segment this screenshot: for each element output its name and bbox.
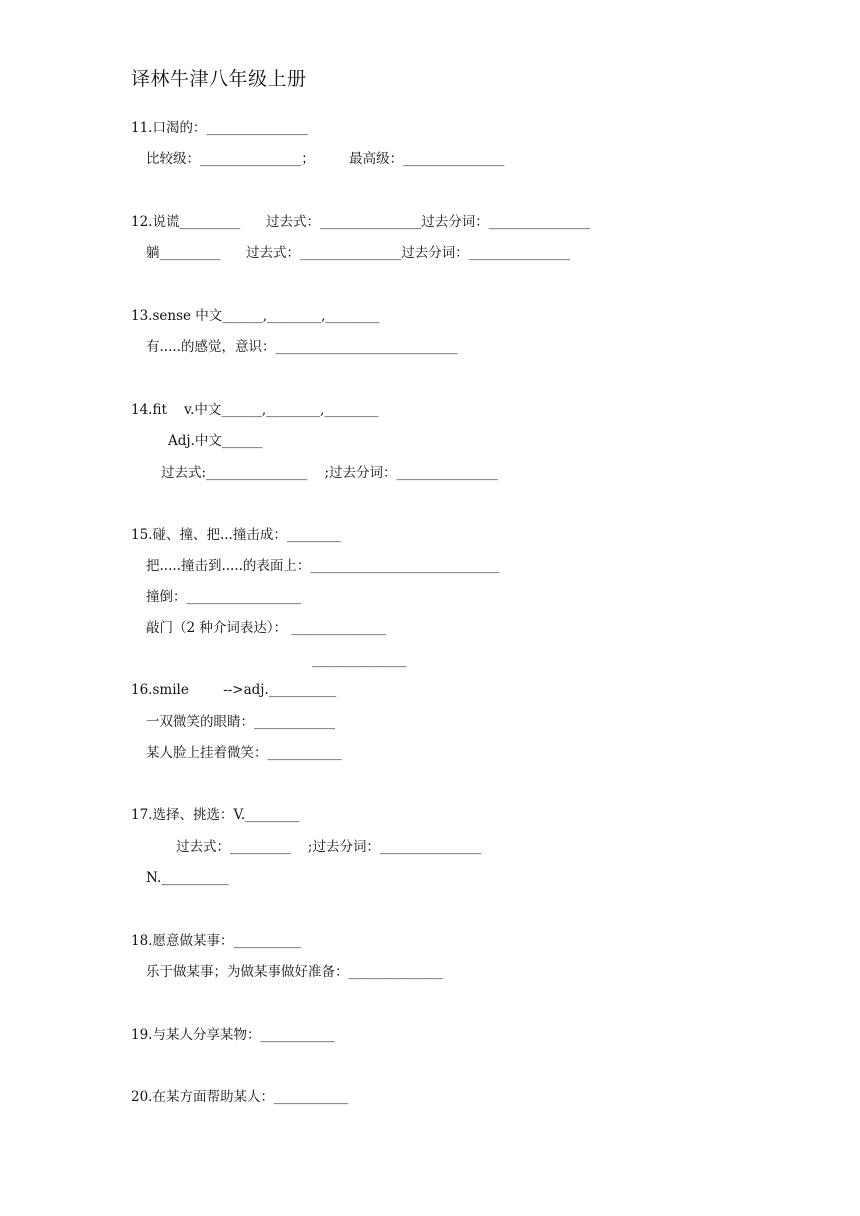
item-20-line: 20.在某方面帮助某人：___________ bbox=[131, 1089, 349, 1105]
item-18-line: 18.愿意做某事：__________ bbox=[131, 933, 301, 949]
item-12-line: 12.说谎_________ 过去式：_______________过去分词：_______________ bbox=[131, 214, 590, 230]
document-title: 译林牛津八年级上册 bbox=[131, 68, 307, 90]
item-18-ready-line: 乐于做某事；为做某事做好准备：______________ bbox=[146, 964, 443, 980]
item-14-adj-line: Adj.中文______ bbox=[168, 433, 263, 449]
item-13-line: 13.sense 中文______,________,________ bbox=[131, 308, 380, 324]
item-17-past-forms-line: 过去式：_________ ;过去分词：_______________ bbox=[176, 839, 482, 855]
item-14-past-forms-line: 过去式:_______________ ;过去分词：_______________ bbox=[161, 465, 498, 481]
item-16-smiling-eyes-line: 一双微笑的眼睛：____________ bbox=[146, 714, 335, 730]
item-15-knock-down-line: 撞倒：_________________ bbox=[146, 589, 302, 605]
item-15-knock-door-blank-2: ______________ bbox=[312, 652, 407, 668]
item-16-line: 16.smile -->adj.__________ bbox=[131, 682, 337, 698]
item-14-line: 14.fit v.中文______,________,________ bbox=[131, 402, 379, 418]
item-19-line: 19.与某人分享某物：___________ bbox=[131, 1027, 335, 1043]
item-15-line: 15.碰、撞、把...撞击成：________ bbox=[131, 527, 341, 543]
item-15-surface-line: 把.....撞击到.....的表面上：____________________________ bbox=[146, 558, 500, 574]
item-13-sense-of-line: 有.....的感觉，意识：___________________________ bbox=[146, 339, 458, 355]
item-15-knock-door-line: 敲门（2 种介词表达）： ______________ bbox=[146, 620, 386, 636]
item-17-noun-line: N.__________ bbox=[146, 870, 229, 886]
item-11-line: 11.口渴的：_______________ bbox=[131, 120, 308, 136]
item-16-smile-on-face-line: 某人脸上挂着微笑：___________ bbox=[146, 745, 342, 761]
item-17-line: 17.选择、挑选：V.________ bbox=[131, 807, 300, 823]
item-11-comparative-line: 比较级：_______________； 最高级：_______________ bbox=[146, 151, 505, 167]
item-12-lie-down-line: 躺_________ 过去式：_______________过去分词：_______________ bbox=[146, 245, 570, 261]
